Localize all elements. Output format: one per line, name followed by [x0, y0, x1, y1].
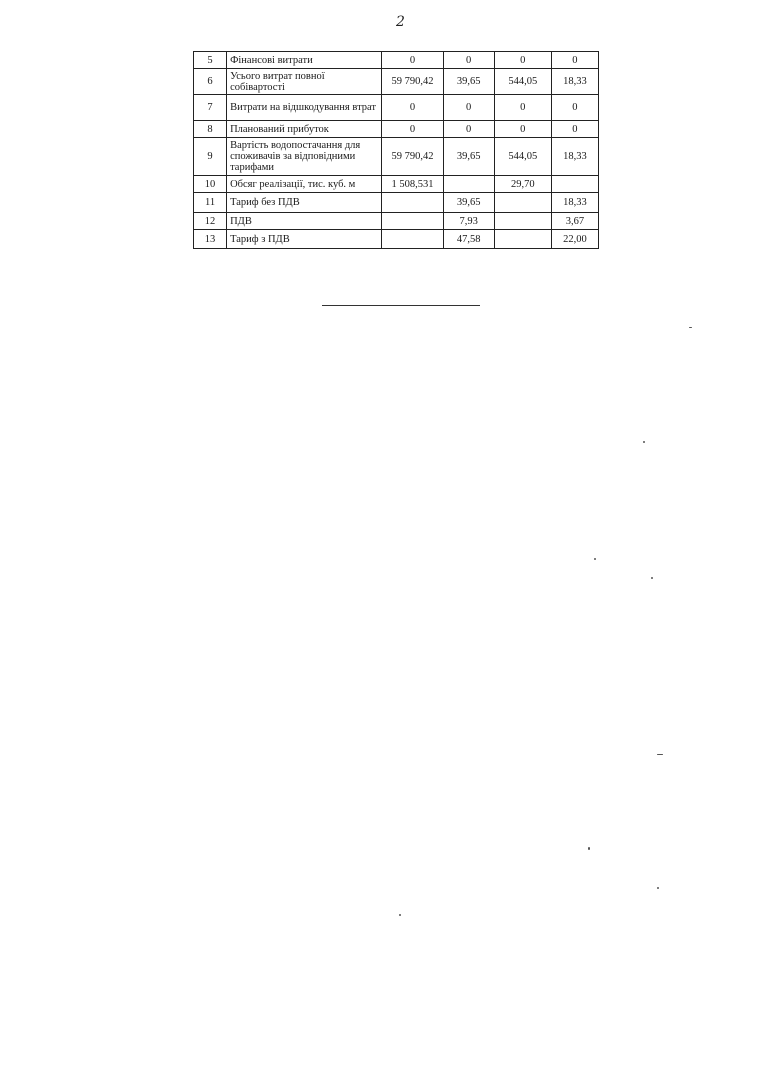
table-row [194, 121, 599, 138]
cell-value [382, 230, 443, 249]
scan-speck [689, 327, 692, 328]
scan-speck [651, 577, 653, 579]
cell-value [494, 230, 551, 249]
table-row [194, 69, 599, 95]
scan-speck [399, 914, 401, 916]
scan-speck [643, 441, 645, 443]
cell-value: 59 790,42 [382, 138, 443, 176]
cell-value: 47,58 [443, 230, 494, 249]
row-label: Планований прибуток [227, 121, 382, 138]
table-row [194, 52, 599, 69]
table-row [194, 193, 599, 213]
cell-value [494, 193, 551, 213]
table-row [194, 230, 599, 249]
scan-speck [594, 558, 596, 560]
cell-value: 1 508,531 [382, 176, 443, 193]
cell-value: 7,93 [443, 213, 494, 230]
scan-speck [657, 887, 659, 889]
row-label: Фінансові витрати [227, 52, 382, 69]
table-row [194, 213, 599, 230]
row-number: 6 [194, 69, 227, 95]
cell-value: 18,33 [551, 138, 598, 176]
cell-value: 544,05 [494, 69, 551, 95]
cell-value: 59 790,42 [382, 69, 443, 95]
cell-value: 0 [443, 121, 494, 138]
page-number: 2 [396, 14, 405, 30]
cell-value: 0 [494, 52, 551, 69]
end-divider-line [322, 305, 480, 306]
scan-speck [588, 847, 590, 850]
cell-value: 39,65 [443, 193, 494, 213]
cell-value [382, 213, 443, 230]
cell-value [382, 193, 443, 213]
cell-value: 0 [494, 95, 551, 121]
row-number: 8 [194, 121, 227, 138]
row-label: Вартість водопостачання для споживачів за відповідними тарифами [227, 138, 382, 176]
row-label: Усього витрат повної собівартості [227, 69, 382, 95]
cell-value: 0 [382, 52, 443, 69]
row-label: Обсяг реалізації, тис. куб. м [227, 176, 382, 193]
row-label: Витрати на відшкодування втрат [227, 95, 382, 121]
cell-value [494, 213, 551, 230]
tariff-table [193, 51, 599, 249]
cell-value: 0 [551, 95, 598, 121]
cell-value: 0 [382, 121, 443, 138]
cell-value: 3,67 [551, 213, 598, 230]
cell-value: 544,05 [494, 138, 551, 176]
cell-value: 0 [382, 95, 443, 121]
row-number: 7 [194, 95, 227, 121]
cell-value: 0 [443, 52, 494, 69]
row-number: 5 [194, 52, 227, 69]
cell-value [443, 176, 494, 193]
cell-value: 0 [551, 52, 598, 69]
cell-value: 0 [551, 121, 598, 138]
cell-value: 18,33 [551, 69, 598, 95]
scan-speck [657, 754, 663, 755]
row-number: 12 [194, 213, 227, 230]
row-label: Тариф з ПДВ [227, 230, 382, 249]
row-number: 9 [194, 138, 227, 176]
cell-value: 0 [494, 121, 551, 138]
cell-value: 22,00 [551, 230, 598, 249]
table-row [194, 138, 599, 176]
row-label: ПДВ [227, 213, 382, 230]
row-number: 13 [194, 230, 227, 249]
cell-value: 39,65 [443, 138, 494, 176]
table-row [194, 95, 599, 121]
cell-value: 18,33 [551, 193, 598, 213]
table-row [194, 176, 599, 193]
cell-value: 29,70 [494, 176, 551, 193]
row-label: Тариф без ПДВ [227, 193, 382, 213]
cell-value: 0 [443, 95, 494, 121]
row-number: 11 [194, 193, 227, 213]
cell-value: 39,65 [443, 69, 494, 95]
row-number: 10 [194, 176, 227, 193]
cell-value [551, 176, 598, 193]
